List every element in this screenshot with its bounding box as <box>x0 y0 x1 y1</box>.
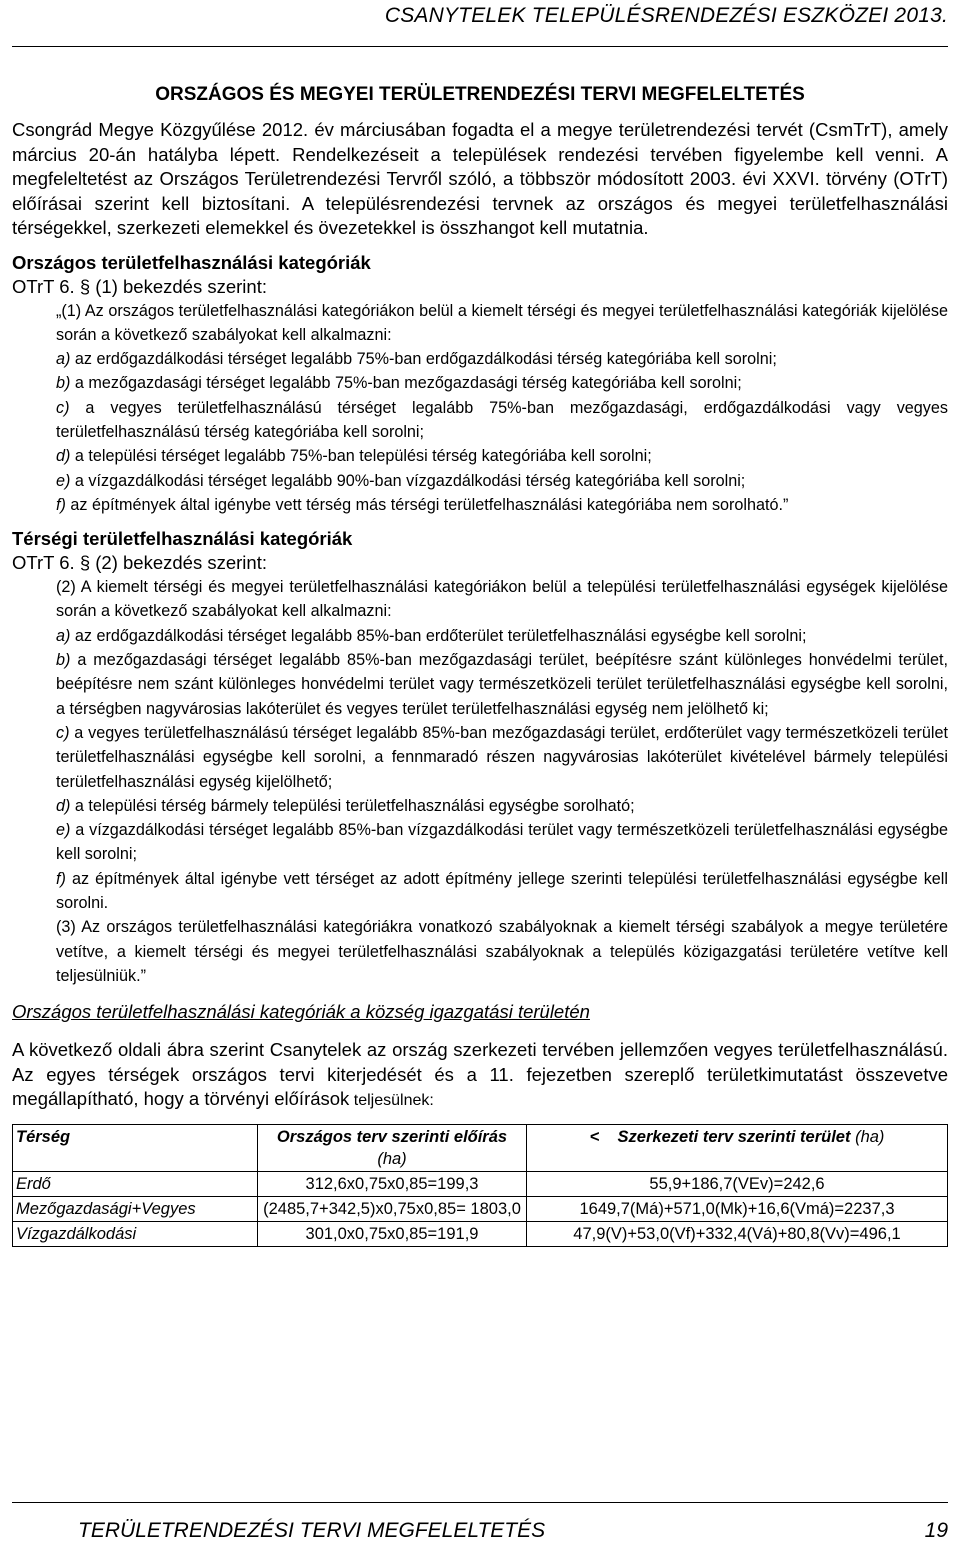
table-cell-national: 301,0x0,75x0,85=191,9 <box>258 1221 527 1246</box>
section-2-heading: Térségi területfelhasználási kategóriák <box>12 528 353 550</box>
table-row <box>13 1171 948 1196</box>
table-cell-structural: 55,9+186,7(VEv)=242,6 <box>527 1171 948 1196</box>
section-2-item: d) a települési térség bármely települési területfelhasználási egységbe sorolható; <box>56 796 635 815</box>
section-1-item: a) az erdőgazdálkodási térséget legalább 75%-ban erdőgazdálkodási térség kategóriába kell sorolni; <box>56 350 777 369</box>
page-title: ORSZÁGOS ÉS MEGYEI TERÜLETRENDEZÉSI TERVI MEGFELELTETÉS <box>155 84 805 105</box>
section-1-quote <box>56 299 948 518</box>
table-cell-area: Vízgazdálkodási <box>13 1221 258 1246</box>
section-1-item: d) a települési térséget legalább 75%-ban települési térség kategóriába kell sorolni; <box>56 447 652 466</box>
table-header-cell: < Szerkezeti terv szerinti terület (ha) <box>527 1124 948 1171</box>
page-number: 19 <box>924 1519 948 1542</box>
table-header-cell: Országos terv szerinti előírás (ha) <box>258 1124 527 1171</box>
table-header-row <box>13 1124 948 1171</box>
table-cell-structural: 1649,7(Má)+571,0(Mk)+16,6(Vmá)=2237,3 <box>527 1196 948 1221</box>
section-3-paragraph: A következő oldali ábra szerint Csanytelek az ország szerkezeti tervében jellemzően vegyes területfelhasználású. Az egyes térségek országos tervi kiterjedését és a 11. fejezetben szereplő területkimutatást összevetve megállapítható, hogy a törvényi előírások teljesülnek: <box>12 1039 948 1110</box>
page-header <box>12 4 948 47</box>
section-2-quote-outro: (3) Az országos területfelhasználási kategóriákra vonatkozó szabályoknak a kiemelt térségi szabályok a megye területére vetítve, a kiemelt térségi és megyei területfelhasználási szabályoknak a település közigazgatási területére vetítve kell teljesülniük.” <box>56 918 948 985</box>
table-cell-area: Erdő <box>13 1171 258 1196</box>
section-2-reference: OTrT 6. § (2) bekezdés szerint: <box>12 552 267 574</box>
section-2-quote <box>56 575 948 988</box>
table-cell-national: 312,6x0,75x0,85=199,3 <box>258 1171 527 1196</box>
header-title: CSANYTELEK TELEPÜLÉSRENDEZÉSI ESZKÖZEI 2013. <box>384 4 948 27</box>
section-1-reference: OTrT 6. § (1) bekezdés szerint: <box>12 275 267 297</box>
table-cell-national: (2485,7+342,5)x0,75x0,85= 1803,0 <box>258 1196 527 1221</box>
page-content <box>12 84 948 1247</box>
table-row <box>13 1196 948 1221</box>
section-2-item: e) a vízgazdálkodási térséget legalább 85%-ban vízgazdálkodási terület vagy természetközeli területfelhasználási egységbe kell sorolni; <box>56 821 948 864</box>
table-row <box>13 1221 948 1246</box>
section-1-item: e) a vízgazdálkodási térséget legalább 90%-ban vízgazdálkodási térség kategóriába kell sorolni; <box>56 471 746 490</box>
section-3-heading: Országos területfelhasználási kategóriák a község igazgatási területén <box>12 1001 590 1023</box>
section-1-heading: Országos területfelhasználási kategóriák <box>12 251 371 273</box>
section-2-item: b) a mezőgazdasági térséget legalább 85%-ban mezőgazdasági terület, beépítésre szánt különleges honvédelmi terület, beépítésre nem szánt különleges honvédelmi terület vagy természetközeli terület területfelhasználási egységbe kell sorolni, a térségben nagyvárosias lakóterület és vegyes terület területfelhasználási egység nem jelölhető ki; <box>56 651 948 718</box>
table-cell-structural: 47,9(V)+53,0(Vf)+332,4(Vá)+80,8(Vv)=496,1 <box>527 1221 948 1246</box>
section-2-quote-intro: (2) A kiemelt térségi és megyei területfelhasználási kategóriákon belül a települési területfelhasználási egységek kijelölése során a következő szabályokat kell alkalmazni: <box>56 578 948 621</box>
section-2-item: f) az építmények által igénybe vett térséget az adott építmény jellege szerinti települési területfelhasználási egységbe kell sorolni. <box>56 869 948 913</box>
section-1-quote-intro: „(1) Az országos területfelhasználási kategóriákon belül a kiemelt térségi és megyei területfelhasználási kategóriák kijelölése során a következő szabályokat kell alkalmazni: <box>56 301 948 344</box>
page-footer <box>12 1502 948 1541</box>
compliance-table <box>12 1124 948 1247</box>
intro-paragraph: Csongrád Megye Közgyűlése 2012. év márciusában fogadta el a megye területrendezési tervét (CsmTrT), amely március 20-án hatályba lépett. Rendelkezéseit a települések rendezési tervében figyelembe kell venni. A megfeleltetést az Országos Területrendezési Tervről szóló, a többször módosított 2003. évi XXVI. törvény (OTrT) előírásai szerint kell biztosítani. A településrendezési tervnek az országos és megyei területfelhasználási térségekkel, szerkezeti elemekkel és övezetekkel is összhangot kell mutatnia. <box>12 119 948 238</box>
table-cell-area: Mezőgazdasági+Vegyes <box>13 1196 258 1221</box>
section-2-item: c) a vegyes területfelhasználású térséget legalább 85%-ban mezőgazdasági terület, erdőterület vagy természetközeli terület területfelhasználási egységbe kell sorolni, a fennmaradó részen nagyvárosias lakóterület kivételével bármely települési területfelhasználási egység kijelölhető; <box>56 723 948 791</box>
table-header-cell: Térség <box>13 1124 258 1171</box>
footer-title: TERÜLETRENDEZÉSI TERVI MEGFELELTETÉS <box>78 1519 546 1542</box>
section-1-item: f) az építmények által igénybe vett térség más térségi területfelhasználási kategóriába nem sorolható.” <box>56 495 789 514</box>
section-2-item: a) az erdőgazdálkodási térséget legalább 85%-ban erdőterület területfelhasználási egységbe kell sorolni; <box>56 626 807 645</box>
section-1-item: c) a vegyes területfelhasználású térséget legalább 75%-ban mezőgazdasági, erdőgazdálkodási vagy vegyes területfelhasználású térség kategóriába kell sorolni; <box>56 398 948 441</box>
section-1-item: b) a mezőgazdasági térséget legalább 75%-ban mezőgazdasági térség kategóriába kell sorolni; <box>56 374 742 393</box>
